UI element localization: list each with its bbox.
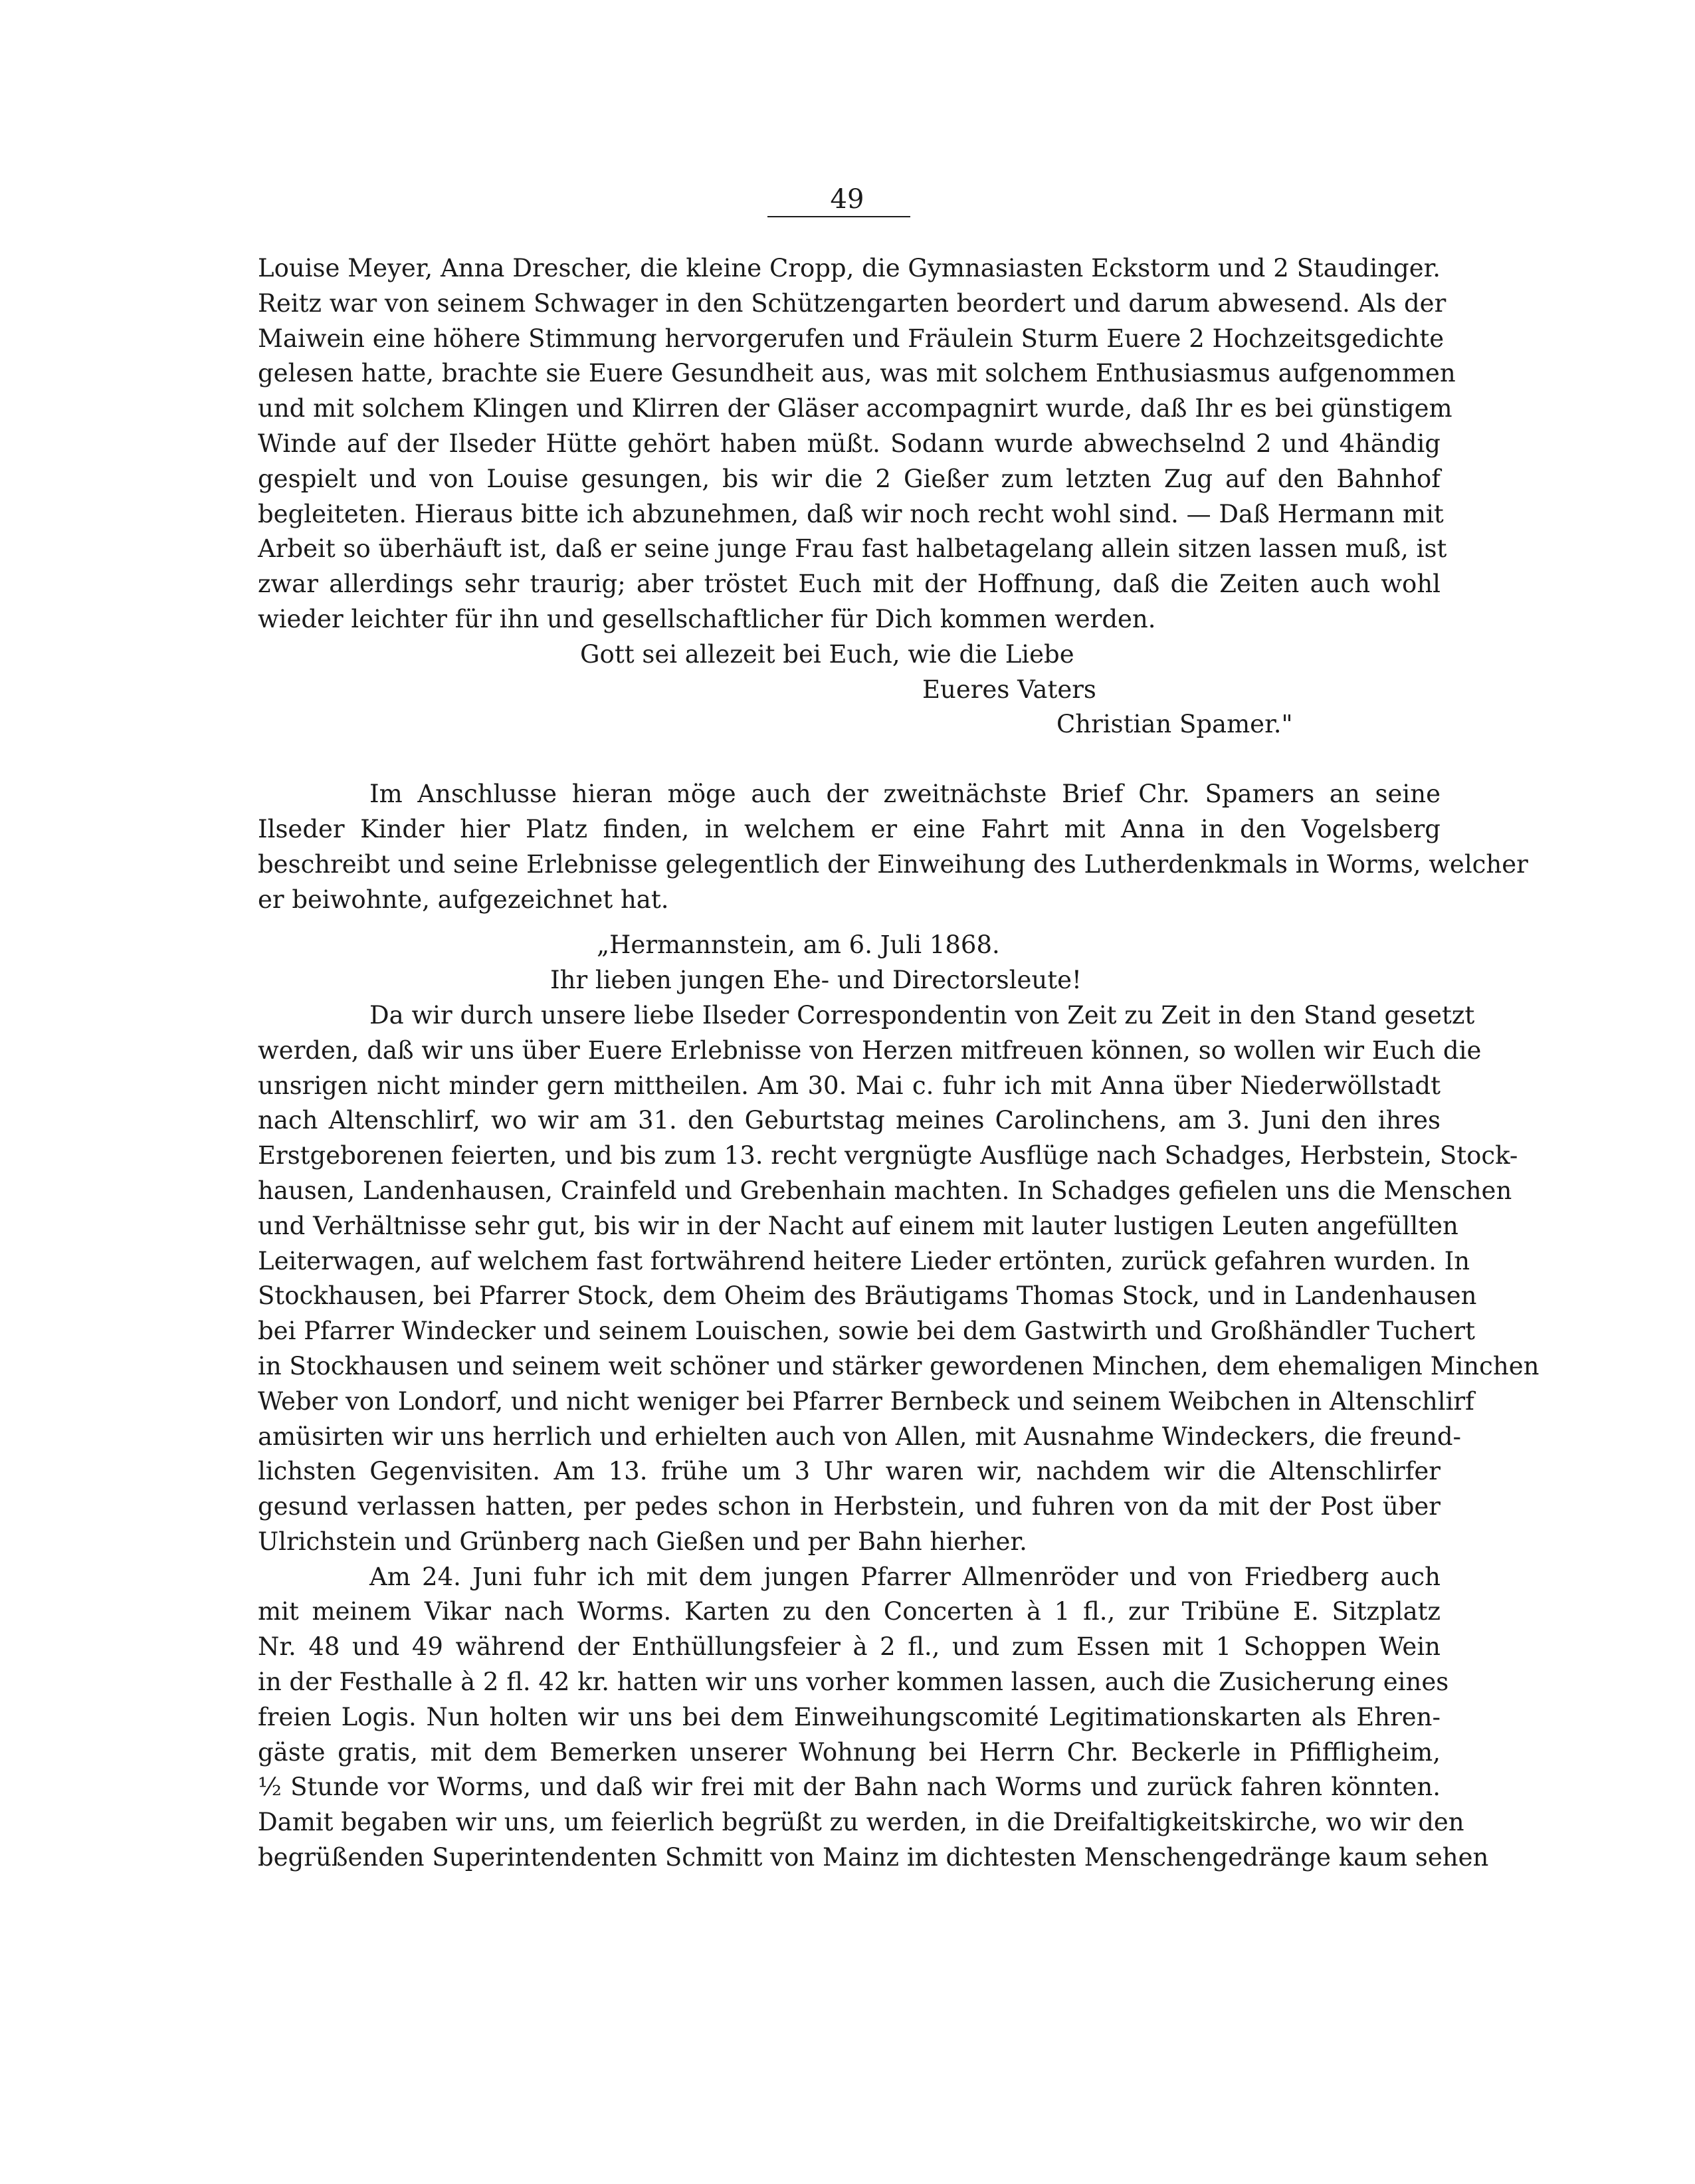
text-line: ½ Stunde vor Worms, und daß wir frei mit der Bahn nach Worms und zurück fahren könnten. bbox=[258, 1773, 1441, 1802]
text-line: Stockhausen, bei Pfarrer Stock, dem Oheim des Bräutigams Thomas Stock, und in Landenhausen bbox=[258, 1281, 1477, 1311]
letter-date: „Hermannstein, am 6. Juli 1868. bbox=[597, 930, 1000, 960]
intro-paragraph bbox=[258, 777, 1528, 917]
text-line: Im Anschlusse hieran möge auch der zweitnächste Brief Chr. Spamers an seine bbox=[369, 780, 1441, 809]
text-line: lichsten Gegenvisiten. Am 13. frühe um 3 Uhr waren wir, nachdem wir die Altenschlirfer bbox=[258, 1457, 1441, 1486]
text-line: Erstgeborenen feierten, und bis zum 13. recht vergnügte Ausflüge nach Schadges, Herbstein, Stock- bbox=[258, 1141, 1518, 1170]
letter1-closing bbox=[258, 637, 1441, 742]
text-line: Nr. 48 und 49 während der Enthüllungsfeier à 2 fl., und zum Essen mit 1 Schoppen Wein bbox=[258, 1632, 1441, 1662]
text-line: und Verhältnisse sehr gut, bis wir in der Nacht auf einem mit lauter lustigen Leuten angefüllten bbox=[258, 1211, 1458, 1240]
text-line: gelesen hatte, brachte sie Euere Gesundheit aus, was mit solchem Enthusiasmus aufgenommen bbox=[258, 359, 1456, 388]
letter1-body bbox=[258, 251, 1456, 637]
text-line: Ulrichstein und Grünberg nach Gießen und per Bahn hierher. bbox=[258, 1527, 1027, 1556]
spacer bbox=[258, 917, 1441, 928]
page-body bbox=[258, 251, 1540, 1876]
text-line: bei Pfarrer Windecker und seinem Louischen, sowie bei dem Gastwirth und Großhändler Tuchert bbox=[258, 1317, 1475, 1346]
text-line: Am 24. Juni fuhr ich mit dem jungen Pfarrer Allmenröder und von Friedberg auch bbox=[369, 1562, 1441, 1591]
text-line: Weber von Londorf, und nicht weniger bei Pfarrer Bernbeck und seinem Weibchen in Altenschlirf bbox=[258, 1386, 1474, 1416]
closing-greeting: Gott sei allezeit bei Euch, wie die Liebe bbox=[580, 639, 1074, 669]
text-line: unsrigen nicht minder gern mittheilen. Am 30. Mai c. fuhr ich mit Anna über Niederwöllstadt bbox=[258, 1071, 1441, 1100]
text-line: hausen, Landenhausen, Crainfeld und Grebenhain machten. In Schadges gefielen uns die Menschen bbox=[258, 1176, 1512, 1205]
text-line: gespielt und von Louise gesungen, bis wir die 2 Gießer zum letzten Zug auf den Bahnhof bbox=[258, 464, 1441, 493]
text-line: Damit begaben wir uns, um feierlich begrüßt zu werden, in die Dreifaltigkeitskirche, wo wir den bbox=[258, 1808, 1464, 1837]
text-line: gesund verlassen hatten, per pedes schon in Herbstein, und fuhren von da mit der Post über bbox=[258, 1492, 1441, 1521]
text-line: begrüßenden Superintendenten Schmitt von Mainz im dichtesten Menschengedränge kaum sehen bbox=[258, 1843, 1489, 1872]
text-line: beschreibt und seine Erlebnisse gelegentlich der Einweihung des Lutherdenkmals in Worms, welcher bbox=[258, 849, 1528, 879]
text-line: Winde auf der Ilseder Hütte gehört haben müßt. Sodann wurde abwechselnd 2 und 4händig bbox=[258, 429, 1441, 458]
text-line: wieder leichter für ihn und gesellschaftlicher für Dich kommen werden. bbox=[258, 604, 1156, 633]
text-line: nach Altenschlirf, wo wir am 31. den Geburtstag meines Carolinchens, am 3. Juni den ihres bbox=[258, 1106, 1441, 1135]
letter-salutation: Ihr lieben jungen Ehe- und Directorsleute! bbox=[550, 966, 1082, 995]
text-line: Maiwein eine höhere Stimmung hervorgerufen und Fräulein Sturm Euere 2 Hochzeitsgedichte bbox=[258, 324, 1445, 353]
text-line: Reitz war von seinem Schwager in den Schützengarten beordert und darum abwesend. Als der bbox=[258, 288, 1446, 318]
text-line: Louise Meyer, Anna Drescher, die kleine Cropp, die Gymnasiasten Eckstorm und 2 Staudinger. bbox=[258, 254, 1441, 282]
page-number: 49 bbox=[830, 184, 864, 215]
text-line: gäste gratis, mit dem Bemerken unserer Wohnung bei Herrn Chr. Beckerle in Pfiffligheim, bbox=[258, 1737, 1441, 1767]
letter2-paragraph-2 bbox=[258, 1560, 1489, 1876]
page-number-rule bbox=[767, 216, 910, 217]
text-line: Arbeit so überhäuft ist, daß er seine junge Frau fast halbetagelang allein sitzen lassen muß, ist bbox=[258, 534, 1447, 564]
text-line: Da wir durch unsere liebe Ilseder Correspondentin von Zeit zu Zeit in den Stand gesetzt bbox=[369, 1000, 1475, 1030]
text-line: in Stockhausen und seinem weit schöner und stärker gewordenen Minchen, dem ehemaligen Minchen bbox=[258, 1351, 1540, 1380]
text-line: Ilseder Kinder hier Platz finden, in welchem er eine Fahrt mit Anna in den Vogelsberg bbox=[258, 814, 1441, 843]
text-line: amüsirten wir uns herrlich und erhielten auch von Allen, mit Ausnahme Windeckers, die freund- bbox=[258, 1422, 1462, 1451]
text-line: werden, daß wir uns über Euere Erlebnisse von Herzen mitfreuen können, so wollen wir Euch die bbox=[258, 1036, 1482, 1065]
text-line: Leiterwagen, auf welchem fast fortwährend heitere Lieder ertönten, zurück gefahren wurden. In bbox=[258, 1246, 1470, 1275]
text-line: zwar allerdings sehr traurig; aber tröstet Euch mit der Hoffnung, daß die Zeiten auch wohl bbox=[258, 570, 1441, 599]
text-line: freien Logis. Nun holten wir uns bei dem Einweihungscomité Legitimationskarten als Ehren- bbox=[258, 1702, 1441, 1731]
spacer bbox=[258, 742, 1441, 777]
text-line: und mit solchem Klingen und Klirren der Gläser accompagnirt wurde, daß Ihr es bei günstigem bbox=[258, 394, 1452, 423]
closing-from: Eueres Vaters bbox=[922, 675, 1096, 704]
text-line: er beiwohnte, aufgezeichnet hat. bbox=[258, 885, 669, 914]
letter2-paragraph-1 bbox=[258, 998, 1540, 1560]
text-line: mit meinem Vikar nach Worms. Karten zu den Concerten à 1 fl., zur Tribüne E. Sitzplatz bbox=[258, 1597, 1441, 1626]
text-line: begleiteten. Hieraus bitte ich abzunehmen, daß wir noch recht wohl sind. — Daß Hermann mit bbox=[258, 499, 1444, 528]
text-line: in der Festhalle à 2 fl. 42 kr. hatten wir uns vorher kommen lassen, auch die Zusicherung eines bbox=[258, 1668, 1449, 1697]
signature: Christian Spamer." bbox=[1056, 710, 1293, 739]
